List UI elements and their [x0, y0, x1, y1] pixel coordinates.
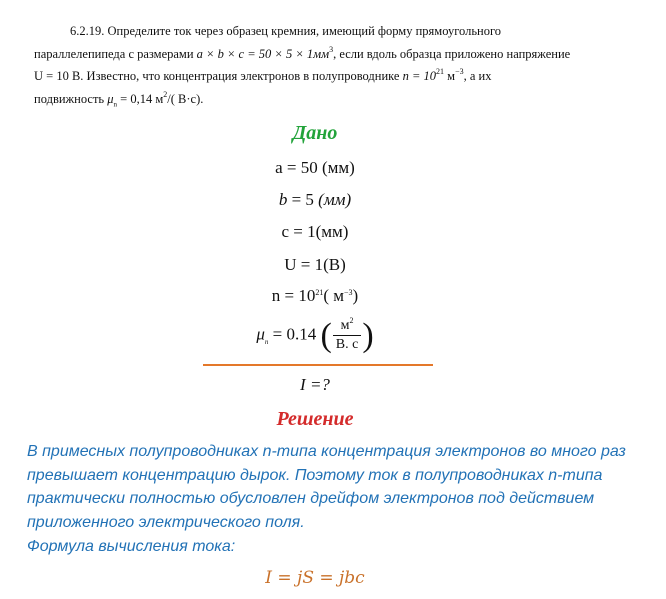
problem-line-4	[34, 88, 586, 111]
mobility-value: = 0,14 м	[117, 91, 164, 106]
value-b: = 5	[287, 190, 319, 209]
given-heading: Дано	[292, 122, 338, 144]
problem-line-1: 6.2.19. Определите ток через образец кремния, имеющий форму прямоугольного	[70, 24, 502, 38]
formula-label: Формула вычисления тока:	[27, 538, 236, 555]
exponent: 2	[163, 89, 168, 99]
unit: м	[444, 69, 456, 83]
exponent: −3	[455, 67, 464, 76]
exponent: −3	[344, 288, 353, 297]
mu-symbol: μ	[256, 324, 265, 344]
given-mu	[0, 318, 630, 353]
subscript: n	[264, 337, 269, 346]
right-paren: )	[362, 316, 374, 354]
exponent: 3	[329, 44, 334, 54]
var-b: b	[278, 190, 288, 209]
given-n	[0, 286, 630, 306]
exponent: 2	[349, 316, 354, 325]
n-close: )	[352, 286, 359, 305]
fraction	[333, 318, 362, 353]
solution-heading: Решение	[276, 408, 354, 430]
numerator-unit: м	[340, 318, 350, 333]
problem-text: , если вдоль образца приложено напряжение	[333, 46, 571, 61]
n-base: n = 10	[271, 286, 316, 305]
fraction-numerator	[338, 318, 357, 335]
concentration-expression: n = 10	[402, 69, 437, 83]
given-c: c = 1(мм)	[281, 222, 349, 241]
mu-value: = 0.14	[268, 324, 321, 344]
given-U: U = 1(В)	[284, 255, 346, 274]
unit: /( В·с).	[167, 91, 204, 106]
problem-text: U = 10 В. Известно, что концентрация электронов в полупроводнике	[34, 69, 403, 83]
problem-statement	[34, 20, 586, 110]
n-unit: ( м	[323, 286, 345, 305]
given-a: a = 50 (мм)	[275, 158, 355, 177]
problem-line-3	[34, 65, 586, 88]
solution-explanation: В примесных полупроводниках n-типа концентрация электронов во много раз превышает концентрацию дырок. Поэтому ток в полупроводниках n-типа практически полностью обусловлен дрейфом электронов под действием приложенного электрического поля.	[27, 443, 626, 531]
given-b	[0, 190, 630, 210]
problem-line-2	[34, 43, 586, 66]
subscript: n	[113, 100, 118, 108]
dimensions-expression: a × b × c = 50 × 5 × 1мм	[196, 46, 330, 61]
unknown-current: I =?	[300, 375, 330, 394]
mu-unit-fraction	[320, 318, 373, 353]
left-paren: (	[320, 316, 332, 354]
mobility-symbol: μ	[107, 91, 114, 106]
exponent: 21	[315, 288, 324, 297]
exponent: 21	[436, 67, 445, 76]
current-formula: I = jS = jbc	[265, 568, 365, 588]
fraction-denominator: В. с	[333, 335, 362, 353]
unit-b: (мм)	[318, 190, 352, 209]
problem-text: параллелепипеда с размерами	[34, 46, 197, 61]
problem-text: , а их	[463, 69, 492, 83]
given-divider	[203, 364, 433, 366]
problem-text: подвижность	[34, 91, 108, 106]
